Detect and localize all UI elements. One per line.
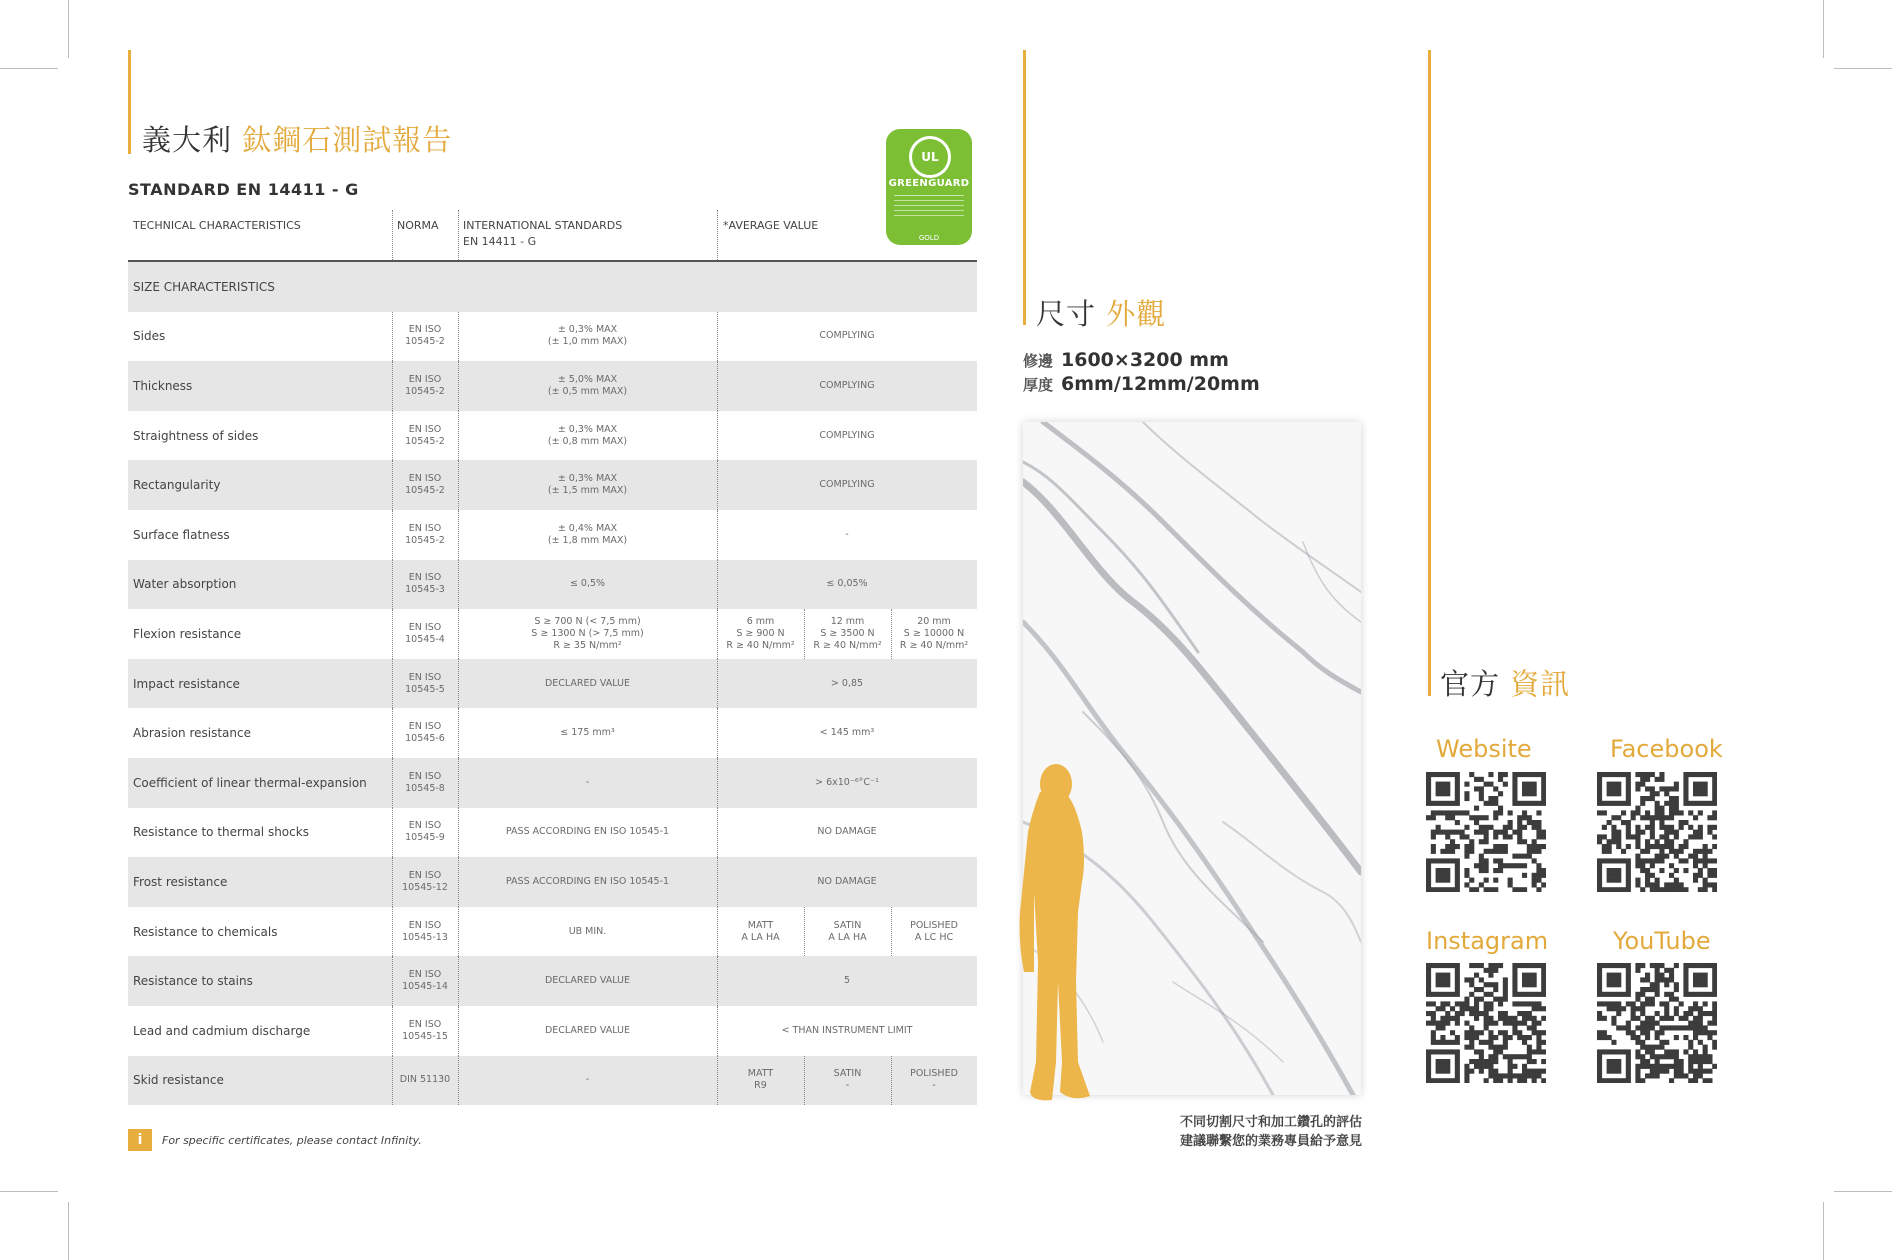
average-cell: > 6x10⁻⁶°C⁻¹ — [815, 776, 879, 788]
characteristic-name: Flexion resistance — [133, 626, 242, 641]
table-row — [128, 609, 977, 659]
column-header: *AVERAGE VALUE — [723, 219, 819, 232]
table-row — [128, 808, 977, 858]
average-cell: POLISHED - — [910, 1068, 958, 1092]
table-row — [128, 907, 977, 957]
characteristic-name: Sides — [133, 329, 166, 344]
standard-cell: DECLARED VALUE — [544, 1024, 631, 1036]
website-qr-code[interactable] — [1426, 772, 1546, 892]
standard-subtitle: STANDARD EN 14411 - G — [128, 180, 359, 199]
crop-mark — [0, 68, 58, 69]
standard-cell: - — [585, 776, 590, 788]
average-cell: MATT A LA HA — [741, 919, 780, 943]
crop-mark — [68, 0, 69, 58]
table-row — [128, 708, 977, 758]
standard-cell: ≤ 0,5% — [569, 578, 606, 590]
accent-line — [128, 50, 131, 154]
table-row — [128, 460, 977, 510]
norma-cell: EN ISO 10545-2 — [405, 324, 445, 348]
average-cell: SATIN - — [833, 1068, 862, 1092]
trim-size: 修邊 1600×3200 mm — [1023, 349, 1229, 371]
info-icon: i — [128, 1129, 152, 1151]
characteristic-name: Coefficient of linear thermal-expansion — [133, 775, 367, 790]
table-section-row — [128, 262, 977, 312]
thickness-spec: 厚度 6mm/12mm/20mm — [1023, 373, 1260, 395]
table-row — [128, 1006, 977, 1056]
crop-mark — [1823, 1202, 1824, 1260]
table-row — [128, 411, 977, 461]
characteristic-name: Rectangularity — [133, 478, 221, 493]
average-cell: NO DAMAGE — [817, 826, 877, 838]
table-header — [128, 210, 977, 262]
average-cell: 5 — [843, 975, 851, 987]
norma-cell: EN ISO 10545-2 — [405, 522, 445, 546]
instagram-label: Instagram — [1426, 927, 1549, 955]
table-row — [128, 1056, 977, 1106]
section-label: SIZE CHARACTERISTICS — [133, 279, 275, 294]
info-heading: 官方 資訊 — [1440, 667, 1571, 701]
characteristic-name: Skid resistance — [133, 1073, 224, 1088]
standard-cell: ± 0,3% MAX (± 1,5 mm MAX) — [547, 473, 628, 497]
average-cell: 6 mm S ≥ 900 N R ≥ 40 N/mm² — [726, 615, 795, 651]
youtube-qr-code[interactable] — [1597, 963, 1717, 1083]
norma-cell: EN ISO 10545-3 — [405, 572, 445, 596]
table-row — [128, 956, 977, 1006]
characteristic-name: Resistance to stains — [133, 974, 253, 989]
standard-cell: DECLARED VALUE — [544, 677, 631, 689]
column-header: NORMA — [397, 219, 439, 232]
average-cell: COMPLYING — [819, 379, 875, 391]
crop-mark — [68, 1202, 69, 1260]
norma-cell: EN ISO 10545-4 — [405, 621, 445, 645]
average-cell: COMPLYING — [819, 330, 875, 342]
size-note: 不同切割尺寸和加工鑽孔的評估 建議聯繫您的業務專員給予意見 — [1179, 1115, 1362, 1149]
average-cell: < 145 mm³ — [819, 727, 875, 739]
characteristic-name: Water absorption — [133, 577, 237, 592]
characteristic-name: Straightness of sides — [133, 428, 259, 443]
standard-cell: ± 5,0% MAX (± 0,5 mm MAX) — [547, 373, 628, 397]
characteristic-name: Lead and cadmium discharge — [133, 1023, 311, 1038]
standard-cell: ± 0,3% MAX (± 0,8 mm MAX) — [547, 423, 628, 447]
table-row — [128, 560, 977, 610]
standard-cell: DECLARED VALUE — [544, 975, 631, 987]
column-header: INTERNATIONAL STANDARDS EN 14411 - G — [463, 219, 623, 248]
norma-cell: EN ISO 10545-2 — [405, 373, 445, 397]
table-row — [128, 312, 977, 362]
average-cell: < THAN INSTRUMENT LIMIT — [781, 1024, 913, 1036]
norma-cell: DIN 51130 — [399, 1074, 451, 1086]
crop-mark — [1834, 68, 1892, 69]
characteristic-name: Resistance to thermal shocks — [133, 825, 309, 840]
table-row — [128, 758, 977, 808]
average-cell: 12 mm S ≥ 3500 N R ≥ 40 N/mm² — [813, 615, 882, 651]
norma-cell: EN ISO 10545-14 — [402, 969, 448, 993]
norma-cell: EN ISO 10545-8 — [405, 770, 445, 794]
characteristic-name: Frost resistance — [133, 874, 228, 889]
human-scale-silhouette — [1012, 762, 1092, 1106]
footnote — [128, 1129, 422, 1151]
norma-cell: EN ISO 10545-12 — [402, 869, 448, 893]
standard-cell: UB MIN. — [568, 925, 607, 937]
youtube-label: YouTube — [1613, 927, 1711, 955]
standard-cell: S ≥ 700 N (< 7,5 mm) S ≥ 1300 N (> 7,5 mm) R ≥ 35 N/mm² — [531, 615, 644, 651]
average-cell: SATIN A LA HA — [828, 919, 867, 943]
characteristic-name: Thickness — [133, 378, 193, 393]
standard-cell: PASS ACCORDING EN ISO 10545-1 — [505, 875, 670, 887]
instagram-qr-code[interactable] — [1426, 963, 1546, 1083]
characteristic-name: Resistance to chemicals — [133, 924, 278, 939]
badge-name: GREENGUARD — [888, 178, 970, 189]
average-cell: POLISHED A LC HC — [910, 919, 958, 943]
accent-line — [1023, 50, 1026, 325]
crop-mark — [0, 1191, 58, 1192]
table-row — [128, 361, 977, 411]
characteristic-name: Surface flatness — [133, 527, 230, 542]
norma-cell: EN ISO 10545-15 — [402, 1018, 448, 1042]
characteristic-name: Impact resistance — [133, 676, 240, 691]
average-cell: COMPLYING — [819, 479, 875, 491]
table-row — [128, 510, 977, 560]
average-cell: ≤ 0,05% — [826, 578, 868, 590]
footnote-text: For specific certificates, please contact Infinity. — [162, 1133, 422, 1147]
standard-cell: ± 0,3% MAX (± 1,0 mm MAX) — [547, 324, 628, 348]
norma-cell: EN ISO 10545-13 — [402, 919, 448, 943]
average-cell: NO DAMAGE — [817, 875, 877, 887]
average-cell: > 0,85 — [830, 677, 864, 689]
column-header: TECHNICAL CHARACTERISTICS — [133, 219, 301, 232]
standard-cell: ≤ 175 mm³ — [560, 727, 615, 739]
size-heading: 尺寸 外觀 — [1036, 297, 1167, 331]
norma-cell: EN ISO 10545-2 — [405, 473, 445, 497]
standard-cell: - — [585, 1074, 590, 1086]
crop-mark — [1834, 1191, 1892, 1192]
norma-cell: EN ISO 10545-5 — [405, 671, 445, 695]
ul-logo-icon: UL — [909, 136, 951, 178]
crop-mark — [1823, 0, 1824, 58]
spec-table — [128, 262, 977, 1105]
standard-cell: ± 0,4% MAX (± 1,8 mm MAX) — [547, 522, 628, 546]
facebook-label: Facebook — [1610, 735, 1723, 763]
norma-cell: EN ISO 10545-6 — [405, 721, 445, 745]
standard-cell: PASS ACCORDING EN ISO 10545-1 — [505, 826, 670, 838]
page-title: 義大利 鈦鋼石測試報告 — [142, 123, 453, 157]
table-row — [128, 857, 977, 907]
website-label: Website — [1436, 735, 1532, 763]
facebook-qr-code[interactable] — [1597, 772, 1717, 892]
norma-cell: EN ISO 10545-9 — [405, 820, 445, 844]
accent-line — [1428, 50, 1431, 696]
average-cell: 20 mm S ≥ 10000 N R ≥ 40 N/mm² — [899, 615, 969, 651]
norma-cell: EN ISO 10545-2 — [405, 423, 445, 447]
table-row — [128, 659, 977, 709]
average-cell: COMPLYING — [819, 429, 875, 441]
characteristic-name: Abrasion resistance — [133, 726, 251, 741]
average-cell: MATT R9 — [747, 1068, 774, 1092]
average-cell: - — [845, 528, 849, 540]
badge-level: GOLD — [918, 234, 940, 242]
